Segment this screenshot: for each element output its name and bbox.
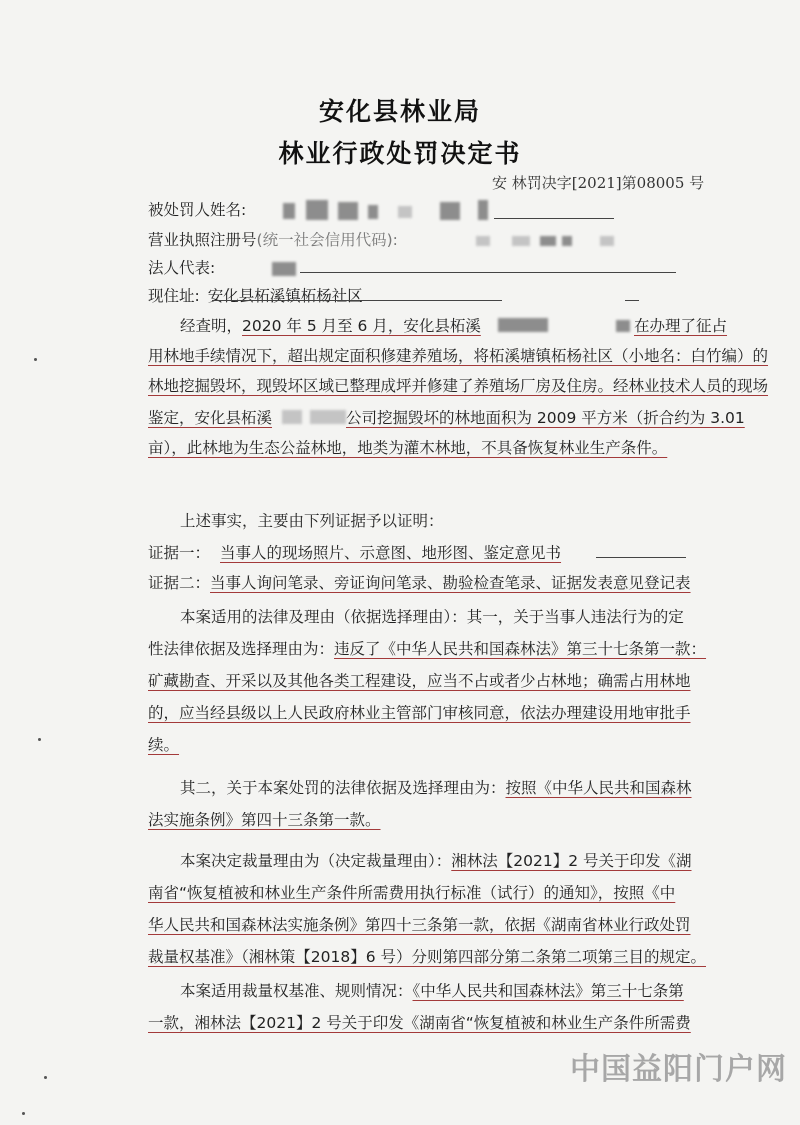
- facts-line-3: 林地挖掘毁坏，现毁坏区域已整理成坪并修建了养殖场厂房及住房。经林业技术人员的现场: [148, 377, 769, 395]
- redaction: [272, 262, 296, 276]
- evidence-intro: 上述事实，主要由下列证据予以证明：: [180, 512, 444, 530]
- address-label: 现住址: 安化县柘溪镇柘杨社区: [148, 287, 363, 305]
- law-p1-line-1: 本案适用的法律及理由（依据选择理由）：其一，关于当事人违法行为的定: [180, 608, 684, 626]
- document-title: 林业行政处罚决定书: [278, 139, 522, 168]
- underline: [596, 557, 686, 558]
- redaction: [478, 200, 488, 220]
- law-p1-line-5: 续。: [148, 736, 180, 754]
- redaction: [368, 205, 378, 219]
- redaction: [338, 202, 358, 220]
- redaction: [306, 200, 328, 220]
- facts-line-4-end: 公司挖掘毁坏的林地面积为 2009 平方米（折合约为 3.01: [346, 409, 745, 427]
- name-label: 被处罚人姓名:: [148, 201, 247, 219]
- facts-line-2: 用林地手续情况下，超出规定面积修建养殖场，将柘溪塘镇柘杨社区（小地名：白竹编）的: [148, 347, 769, 365]
- law-p4-line-1: 本案适用裁量权基准、规则情况：《中华人民共和国森林法》第三十七条第: [180, 982, 684, 1000]
- law-p3-line-3: 华人民共和国森林法实施条例》第四十三条第一款，依据《湖南省林业行政处罚: [148, 916, 691, 934]
- redaction: [398, 206, 412, 218]
- underline: [300, 272, 676, 273]
- license-label: 营业执照注册号(统一社会信用代码):: [148, 231, 398, 249]
- redaction: [440, 202, 460, 220]
- scan-speck: [38, 738, 41, 741]
- facts-line-1-end: 在办理了征占: [634, 317, 728, 335]
- redaction: [616, 320, 630, 332]
- evidence-1: 证据一： 当事人的现场照片、示意图、地形图、鉴定意见书: [148, 544, 562, 562]
- facts-line-1: 经查明，2020 年 5 月至 6 月，安化县柘溪: [180, 317, 481, 335]
- evidence-2: 证据二：当事人询问笔录、旁证询问笔录、勘验检查笔录、证据发表意见登记表: [148, 574, 691, 592]
- redaction: [282, 410, 302, 424]
- redaction: [310, 410, 346, 424]
- legal-rep-label: 法人代表:: [148, 259, 216, 277]
- law-p3-line-4: 裁量权基准》（湘林策【2018】6 号）分则第四部分第二条第二项第三目的规定。: [148, 948, 706, 966]
- redaction: [600, 236, 614, 246]
- scan-speck: [34, 358, 37, 361]
- redaction: [498, 318, 548, 332]
- law-p3-line-1: 本案决定裁量理由为（决定裁量理由）：湘林法【2021】2 号关于印发《湖: [180, 852, 692, 870]
- issuing-organization: 安化县林业局: [318, 97, 481, 126]
- facts-line-5: 亩），此林地为生态公益林地，地类为灌木林地，不具备恢复林业生产条件。: [148, 439, 668, 457]
- underline: [494, 218, 614, 219]
- law-p1-line-2: 性法律依据及选择理由为：违反了《中华人民共和国森林法》第三十七条第一款：: [148, 640, 707, 658]
- law-p2-line-2: 法实施条例》第四十三条第一款。: [148, 811, 381, 829]
- redaction: [476, 236, 490, 246]
- document-number: 安 林罚决字[2021]第08005 号: [492, 174, 705, 192]
- law-p3-line-2: 南省“恢复植被和林业生产条件所需费用执行标准（试行）的通知》，按照《中: [148, 884, 676, 902]
- redaction: [562, 236, 572, 246]
- scan-speck: [44, 1076, 47, 1079]
- scan-speck: [22, 1112, 25, 1115]
- facts-line-4: 鉴定，安化县柘溪: [148, 409, 273, 427]
- redaction: [540, 236, 556, 246]
- underline: [625, 300, 639, 301]
- address-value: 安化县柘溪镇柘杨社区: [207, 287, 363, 305]
- redaction: [512, 236, 530, 246]
- site-watermark: 中国益阳门户网: [570, 1052, 787, 1087]
- law-p4-line-2: 一款，湘林法【2021】2 号关于印发《湖南省“恢复植被和林业生产条件所需费: [148, 1014, 691, 1032]
- license-suffix: (统一社会信用代码):: [256, 231, 398, 249]
- law-p1-line-3: 矿藏勘查、开采以及其他各类工程建设，应当不占或者少占林地；确需占用林地: [148, 672, 691, 690]
- redaction: [283, 203, 295, 219]
- law-p1-line-4: 的，应当经县级以上人民政府林业主管部门审核同意，依法办理建设用地审批手: [148, 704, 691, 722]
- law-p2-line-1: 其二，关于本案处罚的法律依据及选择理由为：按照《中华人民共和国森林: [180, 779, 692, 797]
- underline: [212, 300, 502, 301]
